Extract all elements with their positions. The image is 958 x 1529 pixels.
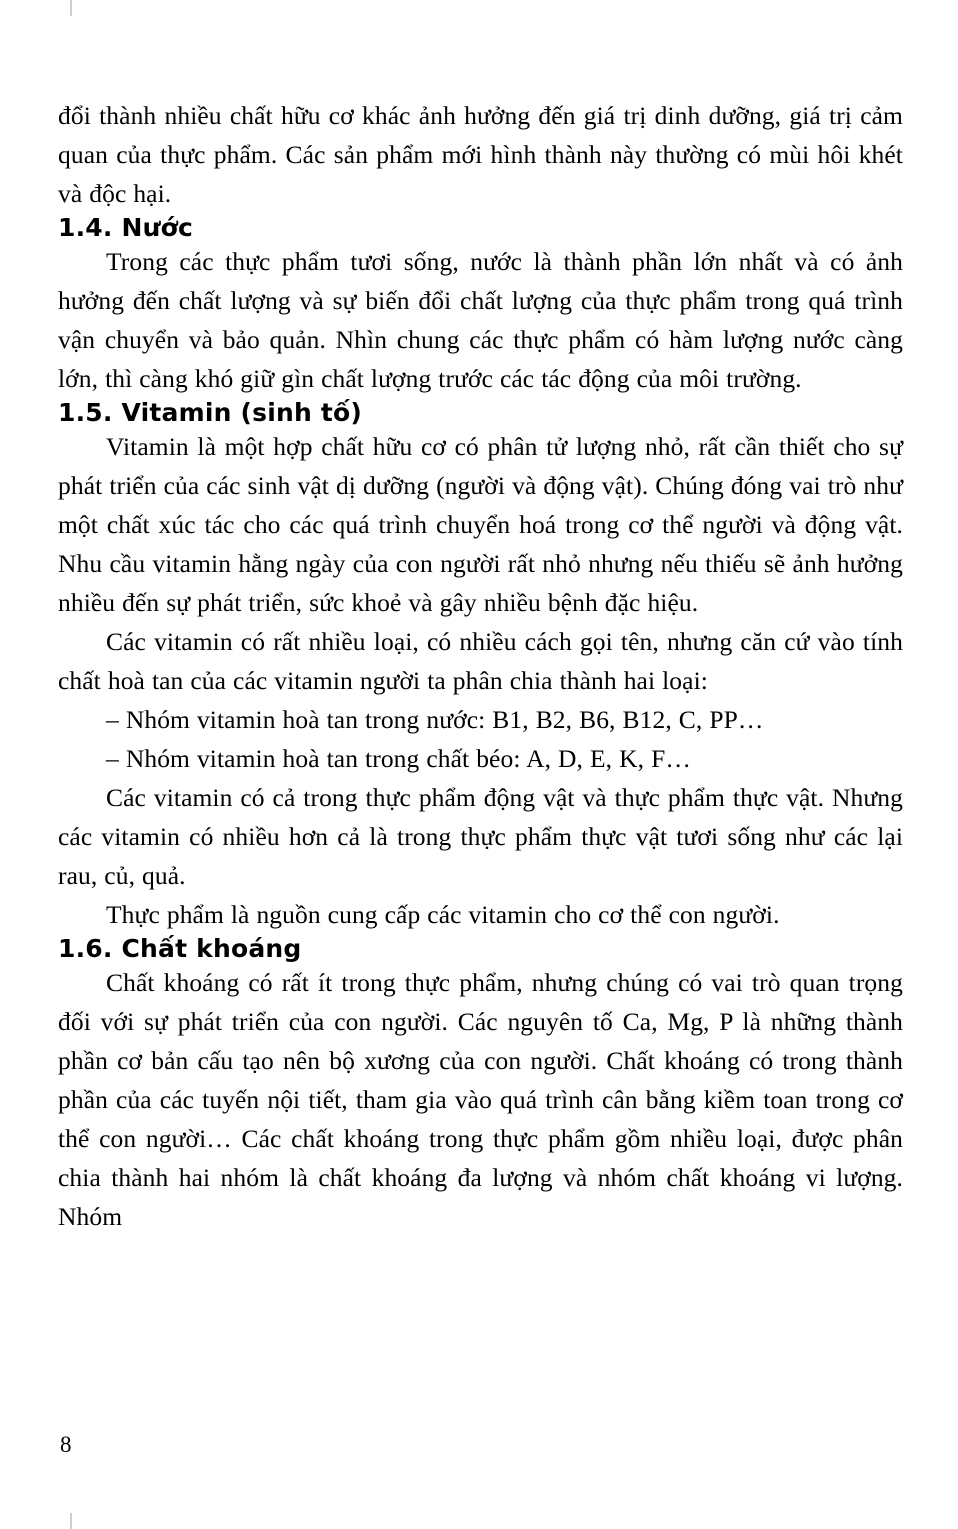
crop-mark-bottom [70,1513,72,1529]
list-item-vitamin-water: – Nhóm vitamin hoà tan trong nước: B1, B2, B6, B12, C, PP… [106,705,764,734]
section-heading-1-4: 1.4. Nước [58,213,194,242]
paragraph-vitamin-1: Vitamin là một hợp chất hữu cơ có phân tử lượng nhỏ, rất cần thiết cho sự phát triển của các sinh vật dị dưỡng (người và động vật). Chúng đóng vai trò như một chất xúc tác cho các quá trình chuyển hoá trong cơ thể người và động vật. Nhu cầu vitamin hằng ngày của con người rất nhỏ nhưng nếu thiếu sẽ ảnh hưởng nhiều đến sự phát triển, sức khoẻ và gây nhiều bệnh đặc hiệu. [58,432,903,617]
paragraph-khoang: Chất khoáng có rất ít trong thực phẩm, nhưng chúng có vai trò quan trọng đối với sự phát triển của con người. Các nguyên tố Ca, Mg, P là những thành phần cơ bản cấu tạo nên bộ xương của con người. Chất khoáng có trong thành phần của các tuyến nội tiết, tham gia vào quá trình cân bằng kiềm toan trong cơ thể con người… Các chất khoáng trong thực phẩm gồm nhiều loại, được phân chia thành hai nhóm là chất khoáng đa lượng và nhóm chất khoáng vi lượng. Nhóm [58,968,903,1231]
crop-mark-top [70,0,72,16]
section-heading-1-5: 1.5. Vitamin (sinh tố) [58,398,363,427]
page-body [58,96,903,1236]
paragraph-vitamin-2: Các vitamin có rất nhiều loại, có nhiều cách gọi tên, nhưng căn cứ vào tính chất hoà tan của các vitamin người ta phân chia thành hai loại: [58,627,903,695]
list-item-vitamin-fat: – Nhóm vitamin hoà tan trong chất béo: A, D, E, K, F… [106,744,691,773]
section-heading-1-6: 1.6. Chất khoáng [58,934,302,963]
page-number: 8 [60,1432,72,1457]
paragraph-vitamin-4: Thực phẩm là nguồn cung cấp các vitamin cho cơ thể con người. [106,900,780,929]
paragraph-vitamin-3: Các vitamin có cả trong thực phẩm động vật và thực phẩm thực vật. Nhưng các vitamin có nhiều hơn cả là trong thực phẩm thực vật tươi sống như các lại rau, củ, quả. [58,783,903,890]
paragraph-intro: đổi thành nhiều chất hữu cơ khác ảnh hưởng đến giá trị dinh dưỡng, giá trị cảm quan của thực phẩm. Các sản phẩm mới hình thành này thường có mùi hôi khét và độc hại. [58,101,903,208]
paragraph-nuoc: Trong các thực phẩm tươi sống, nước là thành phần lớn nhất và có ảnh hưởng đến chất lượng và sự biến đổi chất lượng của thực phẩm trong quá trình vận chuyển và bảo quản. Nhìn chung các thực phẩm có hàm lượng nước càng lớn, thì càng khó giữ gìn chất lượng trước các tác động của môi trường. [58,247,903,393]
